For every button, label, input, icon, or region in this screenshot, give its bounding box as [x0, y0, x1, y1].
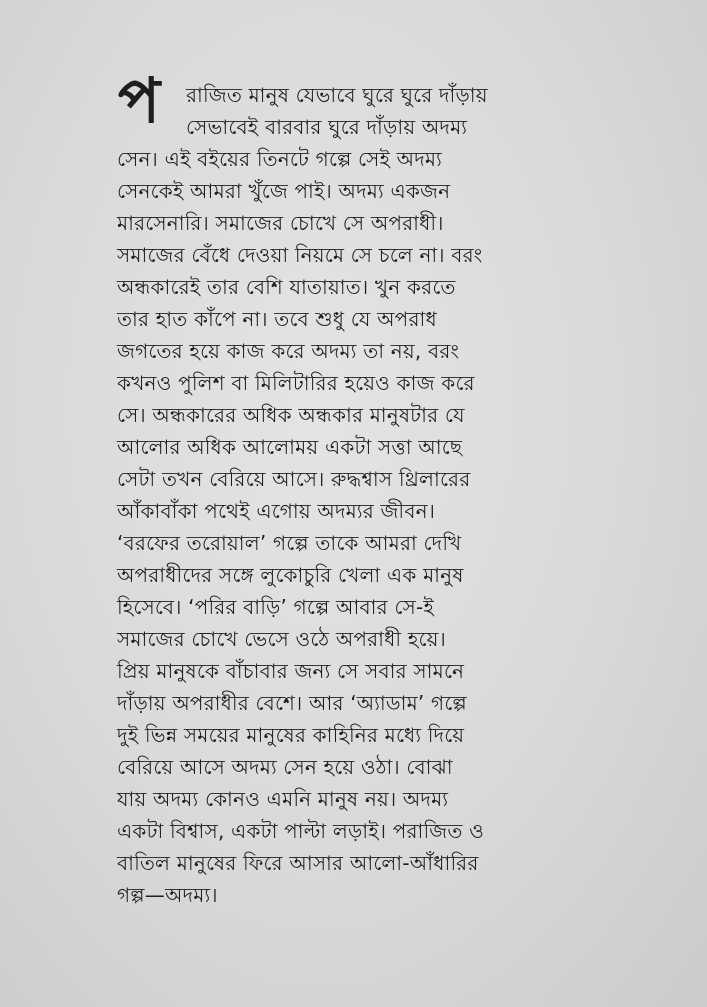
dropcap-glyph: প: [118, 70, 161, 132]
blurb-line: সেভাবেই বারবার ঘুরে দাঁড়ায় অদম্য: [186, 115, 468, 139]
blurb-line: রাজিত মানুষ যেভাবে ঘুরে ঘুরে দাঁড়ায়: [186, 83, 488, 107]
blurb-line: সমাজের বেঁধে দেওয়া নিয়মে সে চলে না। বরং: [117, 243, 483, 267]
blurb-line: আলোর অধিক আলোময় একটা সত্তা আছে: [117, 435, 463, 459]
blurb-line: অন্ধকারেই তার বেশি যাতায়াত। খুন করতে: [117, 275, 456, 299]
blurb-line: সমাজের চোখে ভেসে ওঠে অপরাধী হয়ে।: [117, 627, 446, 651]
blurb-line: সেটা তখন বেরিয়ে আসে। রুদ্ধশ্বাস থ্রিলারের: [117, 467, 471, 491]
blurb-line: হিসেবে। ‘পরির বাড়ি’ গল্পে আবার সে-ই: [117, 595, 434, 619]
blurb-line: যায় অদম্য কোনও এমনি মানুষ নয়। অদম্য: [117, 787, 449, 811]
blurb-line: মারসেনারি। সমাজের চোখে সে অপরাধী।: [117, 211, 444, 235]
blurb-line: সে। অন্ধকারের অধিক অন্ধকার মানুষটার যে: [117, 403, 465, 427]
blurb-line: একটা বিশ্বাস, একটা পাল্টা লড়াই। পরাজিত ও: [117, 819, 485, 843]
dropcap-letter: [116, 70, 180, 132]
blurb-line: জগতের হয়ে কাজ করে অদম্য তা নয়, বরং: [117, 339, 460, 363]
blurb-line: গল্প—অদম্য।: [117, 883, 218, 907]
blurb-line: আঁকাবাঁকা পথেই এগোয় অদম্যর জীবন।: [117, 499, 436, 523]
blurb-line: প্রিয় মানুষকে বাঁচাবার জন্য সে সবার সামনে: [117, 659, 465, 683]
blurb-line: তার হাত কাঁপে না। তবে শুধু যে অপরাধ: [117, 307, 437, 331]
blurb-line: বেরিয়ে আসে অদম্য সেন হয়ে ওঠা। বোঝা: [117, 755, 453, 779]
blurb-line: বাতিল মানুষের ফিরে আসার আলো-আঁধারির: [117, 851, 479, 875]
blurb-line: অপরাধীদের সঙ্গে লুকোচুরি খেলা এক মানুষ: [117, 563, 464, 587]
blurb-line: দাঁড়ায় অপরাধীর বেশে। আর ‘অ্যাডাম’ গল্পে: [117, 691, 467, 715]
blurb-line: দুই ভিন্ন সময়ের মানুষের কাহিনির মধ্যে দিয়ে: [117, 723, 465, 747]
blurb-line: সেন। এই বইয়ের তিনটে গল্পে সেই অদম্য: [117, 147, 443, 171]
blurb-line: সেনকেই আমরা খুঁজে পাই। অদম্য একজন: [117, 179, 451, 203]
blurb-line: ‘বরফের তরোয়াল’ গল্পে তাকে আমরা দেখি: [117, 531, 462, 555]
blurb-line: কখনও পুলিশ বা মিলিটারির হয়েও কাজ করে: [117, 371, 475, 395]
